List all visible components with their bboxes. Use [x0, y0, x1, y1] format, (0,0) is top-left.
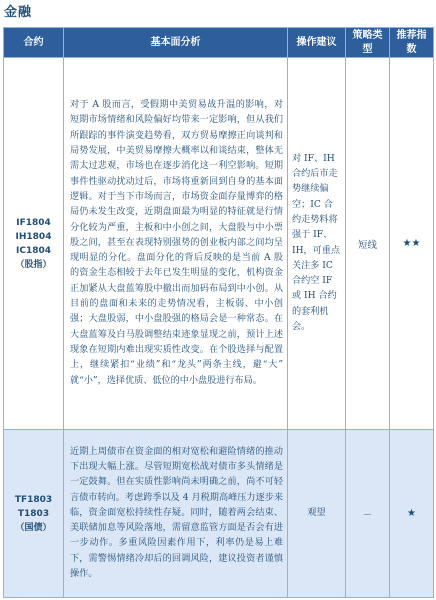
header-contract: 合约: [4, 28, 64, 58]
analysis-text: 对于 A 股而言，受假期中美贸易战升温的影响，对短期市场情绪和风险偏好均带来一定影响，但从我们所跟踪的事件演变趋势看，双方贸易摩擦正向谈判和局势发展，中美贸易摩擦大概率以和谈结束，整体无需太过悲观，市场也在逐步消化这一利空影响。短期事件性驱动扰动过后，市场将重新回到自身的基本面逻辑。对于当下市场而言，市场资金面存量博弈的格局仍未发生改变，近期盘面最为明显的特征就是行情分化较为严重，主板和中小创之间，大盘股与中小票股之间，甚至在表现特别强势的创业板内部之间均呈现明显的分化。盘面分化的背后反映的是当前 A 股的资金生态相较于去年已发生明显的变化，机构资金正加紧从大盘蓝筹股中撤出而加码布局到中小创。从目前的盘面和未来的走势情况看，主板弱、中小创强；大盘股弱，中小盘股强的格局会是一种常态。在大盘蓝筹及白马股调整结束迹象显现之前，预计上述现象在短期内难出现实质性改变。在个股选择与配置上，继续紧扣“业绩”和“龙头”两条主线，避“大” 就“小”，选择优质、低位的中小盘股进行布局。: [64, 58, 288, 430]
header-analysis: 基本面分析: [64, 28, 288, 58]
analysis-text: 近期上周债市在资金面的相对宽松和避险情绪的推动下出现大幅上涨。尽管短期宽松战对债市多头情绪是一定鼓舞。但在实质性影响尚未明确之前，尚不可轻言债市转向。考虑跨季以及 4 月税期高峰压力逐步来临，资金面宽松持续性存疑。同时，随着两会结束、美联储加息等风险落地，需留意监管方面是否会有进一步动作。多重风险因素作用下，利率仍是易上难下，需警惕情绪冷却后的回调风险，建议投资者谨慎操作。: [64, 430, 288, 598]
table-row-bond-futures: [4, 430, 434, 598]
contract-code: TF1803: [14, 494, 53, 505]
header-strategy: 策略类型: [346, 28, 390, 58]
advice-text: 对 IF、IH 合约后市走势继续偏空；IC 合约走势料将强于 IF、IH，可重点关注多 IC 合约空 IF 或 IH 合约的套利机会。: [288, 58, 346, 430]
strategy-type: －: [346, 430, 390, 598]
header-advice: 操作建议: [288, 28, 346, 58]
header-rating: 推荐指数: [390, 28, 434, 58]
contract-code: IC1804: [15, 245, 51, 256]
rating-stars: ★★: [390, 58, 434, 430]
advice-text: 观望: [288, 430, 346, 598]
contract-cell: [4, 430, 64, 598]
strategy-type: 短线: [346, 58, 390, 430]
contract-category: （国债）: [15, 522, 52, 533]
contract-code: IH1804: [15, 231, 52, 242]
contract-code: IF1804: [16, 217, 51, 228]
futures-strategy-table: [3, 27, 434, 598]
contract-category: （股指）: [15, 259, 52, 270]
rating-stars: ★: [390, 430, 434, 598]
contract-cell: [4, 58, 64, 430]
table-header-row: [4, 28, 434, 58]
section-title: 金融: [4, 5, 33, 20]
contract-code: T1803: [17, 508, 50, 519]
table-row-index-futures: [4, 58, 434, 430]
